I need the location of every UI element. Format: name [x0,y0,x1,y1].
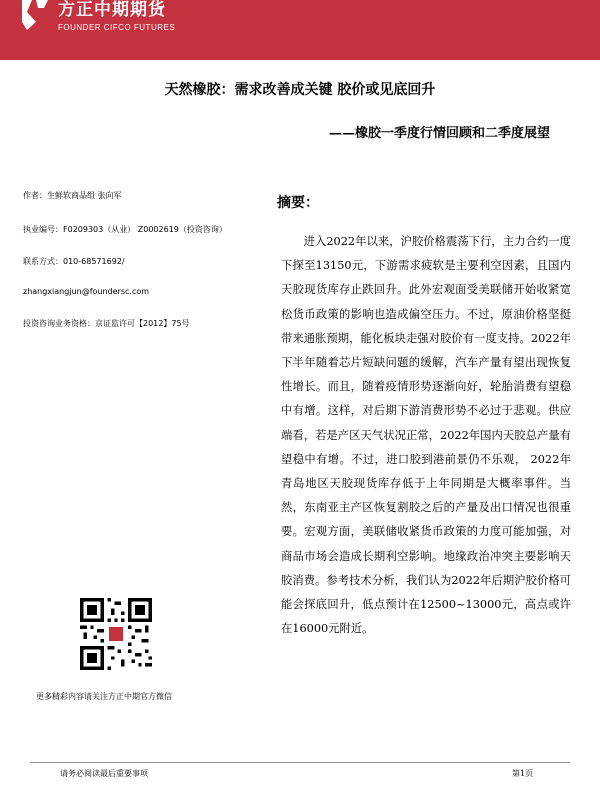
footer-divider [30,762,570,763]
wechat-qr-code [80,598,152,670]
brand-name-en: FOUNDER CIFCO FUTURES [58,23,176,32]
email-line[interactable]: zhangxiangjun@foundersc.com [23,287,150,296]
page-number: 第1页 [512,769,534,778]
contact-line: 联系方式：010-68571692/ [23,257,125,266]
header-banner [0,0,600,60]
report-subtitle: ——橡胶一季度行情回顾和二季度展望 [328,126,550,141]
permit-line: 投资咨询业务资格：京证监许可【2012】75号 [23,319,190,328]
abstract-body: 进入2022年以来，沪胶价格震荡下行，主力合约一度下探至13150元，下游需求疲软是主要利空因素，且国内天胶现货库存止跌回升。此外宏观面受美联储开始收紧宽松货币政策的影响也造成偏空压力。不过，原油价格坚挺带来通胀预期，能化板块走强对胶价有一度支持。2022年下半年随着芯片短缺问题的缓解，汽车产量有望出现恢复性增长。而且，随着疫情形势逐渐向好，轮胎消费有望稳中有增。这样，对后期下游消费形势不必过于悲观。供应端看，若是产区天气状况正常，2022年国内天胶总产量有望稳中有增。不过，进口胶到港前景仍不乐观， 2022年青岛地区天胶现货库存低于上年同期是大概率事件。当然，东南亚主产区恢复割胶之后的产量及出口情况也很重要。宏观方面，美联储收紧货币政策的力度可能加强，对商品市场会造成长期利空影响。地缘政治冲突主要影响天胶消费。参考技术分析，我们认为2022年后期沪胶价格可能会探底回升，低点预计在12500~13000元，高点或许在16000元附近。 [281,235,571,636]
footer-disclaimer: 请务必阅读最后重要事项 [60,769,148,778]
brand-name-cn: 方正中期期货 [58,0,166,20]
qr-caption: 更多精彩内容请关注方正中期官方微信 [36,692,172,701]
founder-logo-icon [18,0,52,30]
license-line: 执业编号：F0209303（从业） Z0002619（投资咨询） [23,225,227,234]
abstract-heading: 摘要： [277,195,319,211]
author-line: 作者：生鲜软商品组 张向军 [23,191,122,200]
report-title: 天然橡胶：需求改善成关键 胶价或见底回升 [164,82,436,98]
